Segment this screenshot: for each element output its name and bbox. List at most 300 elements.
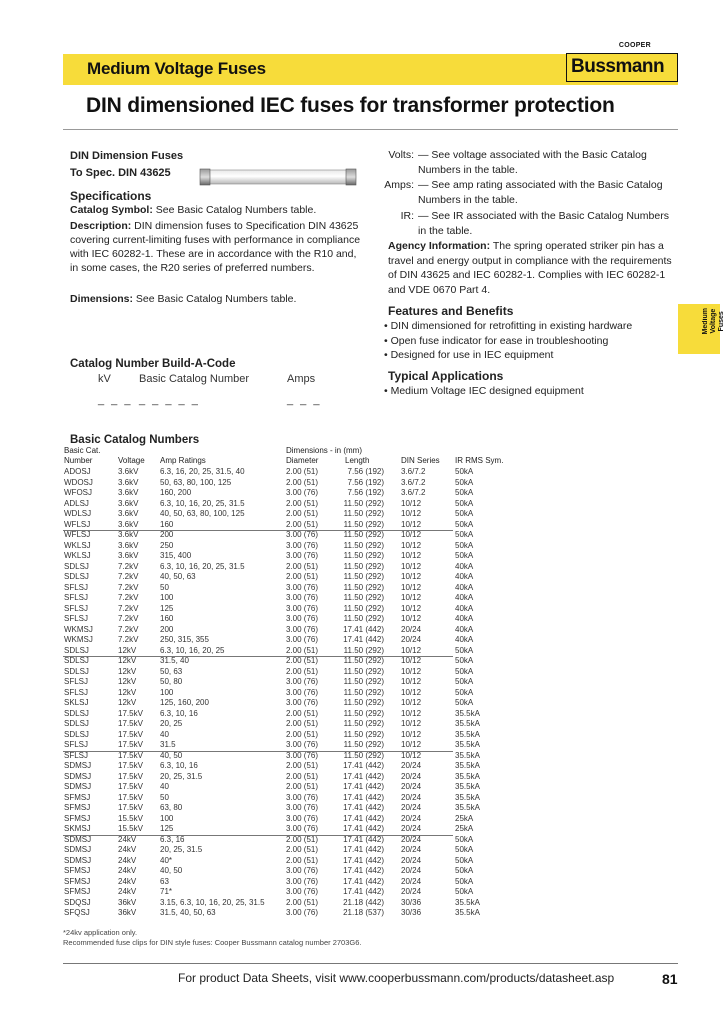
dimensions-value: See Basic Catalog Numbers table. bbox=[133, 293, 297, 305]
cell-catalog-number: SDLSJ bbox=[64, 561, 89, 571]
table-row bbox=[63, 646, 678, 657]
cell-length: 17.41 (442) bbox=[343, 824, 384, 833]
description-label: Description: bbox=[70, 220, 132, 232]
cell-voltage: 17.5kV bbox=[118, 803, 143, 812]
cell-ir: 40kA bbox=[455, 593, 474, 602]
table-row bbox=[63, 856, 678, 867]
cell-voltage: 36kV bbox=[118, 908, 137, 917]
cell-ir: 50kA bbox=[455, 845, 474, 854]
cell-ir: 25kA bbox=[455, 824, 474, 833]
cell-din-series: 10/12 bbox=[401, 708, 422, 718]
cell-amp-ratings: 315, 400 bbox=[160, 551, 192, 560]
cell-ir: 50kA bbox=[455, 477, 474, 487]
table-group-divider bbox=[63, 530, 453, 531]
cell-voltage: 3.6kV bbox=[118, 488, 139, 497]
cell-catalog-number: SFLSJ bbox=[64, 677, 89, 686]
cell-amp-ratings: 31.5, 40, 50, 63 bbox=[160, 908, 216, 917]
cell-amp-ratings: 50, 63 bbox=[160, 666, 183, 676]
cell-ir: 50kA bbox=[455, 656, 474, 665]
cell-catalog-number: SDLSJ bbox=[64, 719, 89, 728]
cell-amp-ratings: 20, 25 bbox=[160, 719, 183, 728]
cell-diameter: 3.00 (76) bbox=[286, 813, 319, 823]
cell-length: 11.50 (292) bbox=[343, 561, 384, 571]
cell-catalog-number: SDQSJ bbox=[64, 897, 91, 907]
cell-voltage: 17.5kV bbox=[118, 761, 143, 770]
cell-amp-ratings: 250, 315, 355 bbox=[160, 635, 209, 644]
cell-diameter: 3.00 (76) bbox=[286, 824, 319, 833]
side-tab-line3: Fuses bbox=[718, 311, 725, 332]
table-row bbox=[63, 709, 678, 720]
table-row bbox=[63, 782, 678, 793]
cell-length: 11.50 (292) bbox=[343, 645, 384, 655]
cell-voltage: 12kV bbox=[118, 656, 137, 665]
cell-amp-ratings: 50 bbox=[160, 792, 169, 802]
cell-din-series: 10/12 bbox=[401, 572, 422, 581]
table-row bbox=[63, 509, 678, 520]
cell-amp-ratings: 100 bbox=[160, 687, 174, 697]
cell-diameter: 3.00 (76) bbox=[286, 698, 319, 707]
cell-diameter: 2.00 (51) bbox=[286, 834, 319, 844]
cell-catalog-number: SFLSJ bbox=[64, 740, 89, 749]
table-row bbox=[63, 593, 678, 604]
cell-ir: 35.5kA bbox=[455, 719, 480, 728]
cell-catalog-number: SFLSJ bbox=[64, 614, 89, 623]
cell-catalog-number: SDMSJ bbox=[64, 761, 92, 770]
cell-length: 11.50 (292) bbox=[343, 582, 384, 592]
side-tab-line2: Voltage bbox=[710, 308, 717, 334]
cell-length: 11.50 (292) bbox=[343, 603, 384, 613]
catalog-symbol-label: Catalog Symbol: bbox=[70, 204, 153, 216]
table-row bbox=[63, 488, 678, 499]
cell-voltage: 7.2kV bbox=[118, 635, 139, 644]
cell-amp-ratings: 200 bbox=[160, 624, 174, 634]
cell-amp-ratings: 160, 200 bbox=[160, 488, 192, 497]
cell-length: 17.41 (442) bbox=[343, 855, 384, 865]
catalog-symbol-text bbox=[70, 203, 370, 217]
table-row bbox=[63, 730, 678, 741]
cell-diameter: 2.00 (51) bbox=[286, 771, 319, 781]
logo-box bbox=[566, 53, 678, 82]
cell-ir: 50kA bbox=[455, 530, 474, 539]
cell-catalog-number: SDMSJ bbox=[64, 845, 92, 854]
table-group-divider bbox=[63, 656, 453, 657]
cell-ir: 40kA bbox=[455, 614, 474, 623]
cell-voltage: 12kV bbox=[118, 666, 137, 676]
cell-length: 17.41 (442) bbox=[343, 834, 384, 844]
cell-din-series: 30/36 bbox=[401, 908, 422, 917]
table-row bbox=[63, 572, 678, 583]
table-row bbox=[63, 614, 678, 625]
cell-din-series: 10/12 bbox=[401, 519, 422, 529]
cell-catalog-number: SFMSJ bbox=[64, 803, 91, 812]
cell-catalog-number: SFMSJ bbox=[64, 876, 91, 886]
table-row bbox=[63, 761, 678, 772]
cell-amp-ratings: 20, 25, 31.5 bbox=[160, 771, 203, 781]
agency-label: Agency Information: bbox=[388, 240, 491, 252]
cell-catalog-number: SDMSJ bbox=[64, 771, 92, 781]
cell-diameter: 3.00 (76) bbox=[286, 908, 319, 917]
table-row bbox=[63, 824, 678, 835]
cell-amp-ratings: 6.3, 10, 16 bbox=[160, 761, 198, 770]
feature-item: • Open fuse indicator for ease in troubleshooting bbox=[384, 334, 609, 347]
cell-ir: 50kA bbox=[455, 698, 474, 707]
cell-ir: 50kA bbox=[455, 540, 474, 550]
cell-voltage: 17.5kV bbox=[118, 740, 143, 749]
cell-diameter: 3.00 (76) bbox=[286, 582, 319, 592]
catalog-symbol-value: See Basic Catalog Numbers table. bbox=[152, 204, 317, 216]
cell-diameter: 2.00 (51) bbox=[286, 782, 319, 791]
applications-heading: Typical Applications bbox=[388, 369, 504, 383]
cell-amp-ratings: 200 bbox=[160, 530, 174, 539]
table-row bbox=[63, 520, 678, 531]
cell-din-series: 10/12 bbox=[401, 540, 422, 550]
table-row bbox=[63, 562, 678, 573]
cell-amp-ratings: 6.3, 10, 16, 20, 25 bbox=[160, 645, 225, 655]
cell-voltage: 7.2kV bbox=[118, 572, 139, 581]
cell-amp-ratings: 20, 25, 31.5 bbox=[160, 845, 203, 854]
features-list bbox=[384, 319, 680, 363]
table-row bbox=[63, 541, 678, 552]
fuse-image bbox=[198, 166, 358, 188]
table-row bbox=[63, 835, 678, 846]
cell-ir: 35.5kA bbox=[455, 750, 480, 760]
cell-diameter: 2.00 (51) bbox=[286, 645, 319, 655]
cell-length: 17.41 (442) bbox=[343, 792, 384, 802]
cell-catalog-number: WFOSJ bbox=[64, 488, 92, 497]
bac-bcn-dash: _ _ _ _ _ bbox=[139, 394, 200, 406]
footnote-24kv: *24kv application only. bbox=[63, 928, 138, 937]
cell-catalog-number: SDLSJ bbox=[64, 572, 89, 581]
cell-din-series: 3.6/7.2 bbox=[401, 488, 426, 497]
ir-value: — See IR associated with the Basic Catalog Numbers in the table. bbox=[418, 210, 669, 237]
cell-din-series: 10/12 bbox=[401, 687, 422, 697]
cell-amp-ratings: 250 bbox=[160, 540, 174, 550]
cell-catalog-number: SFLSJ bbox=[64, 593, 89, 602]
col-head-diameter: Diameter bbox=[286, 456, 319, 465]
cell-diameter: 3.00 (76) bbox=[286, 488, 319, 497]
cell-length: 17.41 (442) bbox=[343, 782, 384, 791]
cell-diameter: 3.00 (76) bbox=[286, 530, 319, 539]
cell-voltage: 17.5kV bbox=[118, 782, 143, 791]
description-text bbox=[70, 219, 362, 275]
cell-voltage: 3.6kV bbox=[118, 477, 139, 487]
col-head-dimensions: Dimensions - in (mm) bbox=[286, 446, 363, 455]
table-row bbox=[63, 499, 678, 510]
bac-kv-dash: _ _ _ bbox=[98, 394, 133, 406]
cell-amp-ratings: 125 bbox=[160, 603, 174, 613]
cell-catalog-number: ADLSJ bbox=[64, 498, 89, 508]
cell-ir: 50kA bbox=[455, 677, 474, 686]
col-head-ir: IR RMS Sym. bbox=[455, 456, 504, 465]
cell-diameter: 2.00 (51) bbox=[286, 519, 319, 529]
footer-datasheet-link[interactable]: For product Data Sheets, visit www.cooperbussmann.com/products/datasheet.asp bbox=[178, 971, 615, 985]
amps-key: Amps: bbox=[384, 179, 414, 191]
cell-voltage: 24kV bbox=[118, 834, 137, 844]
cell-amp-ratings: 3.15, 6.3, 10, 16, 20, 25, 31.5 bbox=[160, 897, 265, 907]
title-divider bbox=[63, 129, 678, 130]
cell-voltage: 17.5kV bbox=[118, 719, 143, 728]
table-row bbox=[63, 688, 678, 699]
cell-ir: 35.5kA bbox=[455, 740, 480, 749]
cell-ir: 35.5kA bbox=[455, 897, 480, 907]
table-row bbox=[63, 604, 678, 615]
cell-ir: 50kA bbox=[455, 551, 474, 560]
cell-catalog-number: SDLSJ bbox=[64, 666, 89, 676]
cell-din-series: 3.6/7.2 bbox=[401, 477, 426, 487]
cell-diameter: 2.00 (51) bbox=[286, 719, 319, 728]
cell-voltage: 24kV bbox=[118, 845, 137, 854]
cell-ir: 50kA bbox=[455, 887, 474, 896]
cell-din-series: 20/24 bbox=[401, 866, 422, 875]
cell-din-series: 10/12 bbox=[401, 593, 422, 602]
cell-diameter: 3.00 (76) bbox=[286, 740, 319, 749]
cell-amp-ratings: 6.3, 10, 16 bbox=[160, 708, 198, 718]
cell-amp-ratings: 40, 50, 63 bbox=[160, 572, 196, 581]
cell-voltage: 17.5kV bbox=[118, 729, 143, 739]
table-row bbox=[63, 887, 678, 898]
cell-amp-ratings: 40, 50 bbox=[160, 866, 183, 875]
cell-din-series: 10/12 bbox=[401, 666, 422, 676]
feature-item: • DIN dimensioned for retrofitting in existing hardware bbox=[384, 320, 633, 332]
cell-length: 17.41 (442) bbox=[343, 761, 384, 770]
cell-voltage: 17.5kV bbox=[118, 708, 143, 718]
cell-diameter: 3.00 (76) bbox=[286, 540, 319, 550]
table-row bbox=[63, 656, 678, 667]
cell-ir: 50kA bbox=[455, 687, 474, 697]
cell-amp-ratings: 125 bbox=[160, 824, 174, 833]
cell-diameter: 2.00 (51) bbox=[286, 855, 319, 865]
cell-length: 17.41 (442) bbox=[343, 887, 384, 896]
cell-din-series: 10/12 bbox=[401, 509, 422, 518]
cell-length: 11.50 (292) bbox=[343, 614, 384, 623]
cell-diameter: 3.00 (76) bbox=[286, 803, 319, 812]
cell-catalog-number: SFMSJ bbox=[64, 887, 91, 896]
cell-din-series: 20/24 bbox=[401, 876, 422, 886]
cell-ir: 40kA bbox=[455, 603, 474, 613]
build-a-code-heading: Catalog Number Build-A-Code bbox=[70, 358, 236, 370]
amps-value: — See amp rating associated with the Basic Catalog Numbers in the table. bbox=[418, 179, 663, 206]
page-number: 81 bbox=[662, 971, 678, 987]
cell-din-series: 20/24 bbox=[401, 845, 422, 854]
cell-length: 11.50 (292) bbox=[343, 530, 384, 539]
cell-length: 17.41 (442) bbox=[343, 876, 384, 886]
application-item: • Medium Voltage IEC designed equipment bbox=[384, 385, 584, 397]
table-group-divider bbox=[63, 751, 453, 752]
din-fuses-heading: DIN Dimension Fuses bbox=[70, 150, 184, 162]
cell-catalog-number: WKMSJ bbox=[64, 624, 93, 634]
cell-catalog-number: SFLSJ bbox=[64, 582, 89, 592]
cell-diameter: 2.00 (51) bbox=[286, 477, 319, 487]
cell-catalog-number: SFLSJ bbox=[64, 603, 89, 613]
cell-voltage: 24kV bbox=[118, 876, 137, 886]
feature-item: • Designed for use in IEC equipment bbox=[384, 349, 554, 361]
cell-ir: 35.5kA bbox=[455, 708, 480, 718]
cell-din-series: 10/12 bbox=[401, 603, 422, 613]
cell-voltage: 7.2kV bbox=[118, 593, 139, 602]
cell-ir: 40kA bbox=[455, 561, 474, 571]
cell-din-series: 10/12 bbox=[401, 677, 422, 686]
cell-voltage: 17.5kV bbox=[118, 792, 143, 802]
description-value: DIN dimension fuses to Specification DIN 43625 covering current-limiting fuses with performance in compliance with IEC 60282-1. These are in accordance with the R10 and, in some cases, the R20 series of preferred numbers. bbox=[70, 220, 361, 274]
cell-ir: 40kA bbox=[455, 572, 474, 581]
cell-catalog-number: WFLSJ bbox=[64, 519, 91, 529]
cell-amp-ratings: 160 bbox=[160, 614, 174, 623]
cell-ir: 50kA bbox=[455, 876, 474, 886]
cell-voltage: 24kV bbox=[118, 855, 137, 865]
cell-length: 11.50 (292) bbox=[343, 677, 384, 686]
table-group-divider bbox=[63, 835, 453, 836]
table-row bbox=[63, 877, 678, 888]
cell-diameter: 3.00 (76) bbox=[286, 624, 319, 634]
cell-diameter: 2.00 (51) bbox=[286, 761, 319, 770]
cell-voltage: 12kV bbox=[118, 698, 137, 707]
cell-voltage: 17.5kV bbox=[118, 750, 143, 760]
cell-diameter: 3.00 (76) bbox=[286, 677, 319, 686]
cell-length: 11.50 (292) bbox=[343, 519, 384, 529]
cell-din-series: 10/12 bbox=[401, 551, 422, 560]
cell-length: 11.50 (292) bbox=[343, 740, 384, 749]
bussmann-logo bbox=[566, 38, 681, 82]
table-row bbox=[63, 898, 678, 909]
cell-diameter: 2.00 (51) bbox=[286, 845, 319, 854]
cell-diameter: 3.00 (76) bbox=[286, 551, 319, 560]
cell-diameter: 2.00 (51) bbox=[286, 572, 319, 581]
cell-din-series: 20/24 bbox=[401, 761, 422, 770]
side-tab-line1: Medium bbox=[702, 308, 709, 335]
cell-length: 11.50 (292) bbox=[343, 729, 384, 739]
cell-diameter: 2.00 (51) bbox=[286, 561, 319, 571]
cell-amp-ratings: 100 bbox=[160, 813, 174, 823]
cell-voltage: 3.6kV bbox=[118, 530, 139, 539]
cell-amp-ratings: 40, 50 bbox=[160, 750, 183, 760]
cell-din-series: 10/12 bbox=[401, 719, 422, 728]
cell-catalog-number: SDMSJ bbox=[64, 855, 92, 865]
cell-ir: 50kA bbox=[455, 509, 474, 518]
agency-info bbox=[388, 239, 680, 297]
bac-amps-dash: _ _ _ bbox=[287, 394, 322, 406]
bac-amps-label: Amps bbox=[287, 373, 316, 385]
cooper-logo-text: COOPER bbox=[618, 42, 651, 49]
cell-catalog-number: SKMSJ bbox=[64, 824, 91, 833]
cell-din-series: 20/24 bbox=[401, 824, 422, 833]
cell-length: 11.50 (292) bbox=[343, 509, 384, 518]
cell-catalog-number: SDLSJ bbox=[64, 645, 89, 655]
cell-diameter: 3.00 (76) bbox=[286, 614, 319, 623]
table-row bbox=[63, 635, 678, 646]
cell-catalog-number: SFMSJ bbox=[64, 813, 91, 823]
cell-ir: 50kA bbox=[455, 498, 474, 508]
cell-ir: 50kA bbox=[455, 834, 474, 844]
specifications-heading: Specifications bbox=[70, 189, 152, 203]
cell-din-series: 20/24 bbox=[401, 635, 422, 644]
cell-ir: 50kA bbox=[455, 866, 474, 875]
cell-catalog-number: SFLSJ bbox=[64, 750, 89, 760]
cell-catalog-number: WDOSJ bbox=[64, 477, 93, 487]
dimensions-label: Dimensions: bbox=[70, 293, 134, 305]
cell-catalog-number: SFMSJ bbox=[64, 866, 91, 875]
cell-din-series: 20/24 bbox=[401, 813, 422, 823]
table-row bbox=[63, 866, 678, 877]
cell-din-series: 3.6/7.2 bbox=[401, 467, 426, 476]
cell-diameter: 2.00 (51) bbox=[286, 666, 319, 676]
cell-din-series: 10/12 bbox=[401, 498, 422, 508]
cell-ir: 50kA bbox=[455, 488, 474, 497]
cell-voltage: 7.2kV bbox=[118, 624, 139, 634]
cell-din-series: 20/24 bbox=[401, 887, 422, 896]
cell-din-series: 20/24 bbox=[401, 792, 422, 802]
cell-ir: 50kA bbox=[455, 467, 474, 476]
cell-ir: 35.5kA bbox=[455, 729, 480, 739]
cell-voltage: 12kV bbox=[118, 645, 137, 655]
table-row bbox=[63, 719, 678, 730]
table-row bbox=[63, 698, 678, 709]
cell-amp-ratings: 31.5, 40 bbox=[160, 656, 189, 665]
cell-ir: 50kA bbox=[455, 645, 474, 655]
cell-length: 7.56 (192) bbox=[347, 467, 384, 476]
cell-diameter: 3.00 (76) bbox=[286, 876, 319, 886]
cell-diameter: 2.00 (51) bbox=[286, 498, 319, 508]
cell-diameter: 3.00 (76) bbox=[286, 603, 319, 613]
cell-voltage: 12kV bbox=[118, 677, 137, 686]
cell-amp-ratings: 125, 160, 200 bbox=[160, 698, 209, 707]
cell-amp-ratings: 6.3, 10, 16, 20, 25, 31.5 bbox=[160, 498, 245, 508]
cell-diameter: 2.00 (51) bbox=[286, 467, 319, 476]
cell-ir: 35.5kA bbox=[455, 792, 480, 802]
cell-length: 11.50 (292) bbox=[343, 708, 384, 718]
cell-voltage: 3.6kV bbox=[118, 551, 139, 560]
cell-din-series: 20/24 bbox=[401, 782, 422, 791]
cell-amp-ratings: 71* bbox=[160, 887, 173, 896]
cell-voltage: 12kV bbox=[118, 687, 137, 697]
bussmann-logo-text: Bussmann bbox=[571, 56, 665, 77]
cell-din-series: 10/12 bbox=[401, 614, 422, 623]
cell-voltage: 3.6kV bbox=[118, 467, 139, 476]
cell-diameter: 3.00 (76) bbox=[286, 792, 319, 802]
cell-length: 11.50 (292) bbox=[343, 498, 384, 508]
ir-key: IR: bbox=[400, 210, 414, 222]
cell-ir: 40kA bbox=[455, 624, 474, 634]
to-spec-heading: To Spec. DIN 43625 bbox=[70, 167, 171, 179]
cell-catalog-number: SDLSJ bbox=[64, 656, 89, 665]
applications-list bbox=[384, 384, 680, 399]
cell-din-series: 20/24 bbox=[401, 834, 422, 844]
cell-voltage: 7.2kV bbox=[118, 561, 139, 571]
cell-diameter: 3.00 (76) bbox=[286, 593, 319, 602]
cell-amp-ratings: 63, 80 bbox=[160, 803, 183, 812]
cell-amp-ratings: 40 bbox=[160, 782, 169, 791]
cell-din-series: 30/36 bbox=[401, 897, 422, 907]
cell-ir: 35.5kA bbox=[455, 803, 480, 812]
cell-catalog-number: SDLSJ bbox=[64, 708, 89, 718]
cell-amp-ratings: 31.5 bbox=[160, 740, 176, 749]
col-head-length: Length bbox=[345, 456, 370, 465]
agency-text: The spring operated striker pin has a travel and energy output in compliance with the requirements of DIN 43625 and IEC 60282-1. Complies with IEC 60282-1 and VDE 0670 Part 4. bbox=[388, 240, 672, 296]
table-row bbox=[63, 845, 678, 856]
cell-amp-ratings: 6.3, 16, 20, 25, 31.5, 40 bbox=[160, 467, 245, 476]
cell-diameter: 3.00 (76) bbox=[286, 866, 319, 875]
cell-voltage: 3.6kV bbox=[118, 509, 139, 518]
table-row bbox=[63, 803, 678, 814]
cell-length: 11.50 (292) bbox=[343, 687, 384, 697]
cell-voltage: 7.2kV bbox=[118, 603, 139, 613]
cell-diameter: 2.00 (51) bbox=[286, 897, 319, 907]
cell-catalog-number: SKLSJ bbox=[64, 698, 89, 707]
table-row bbox=[63, 677, 678, 688]
table-row bbox=[63, 625, 678, 636]
cell-ir: 35.5kA bbox=[455, 782, 480, 791]
table-row bbox=[63, 467, 678, 478]
cell-voltage: 3.6kV bbox=[118, 519, 139, 529]
